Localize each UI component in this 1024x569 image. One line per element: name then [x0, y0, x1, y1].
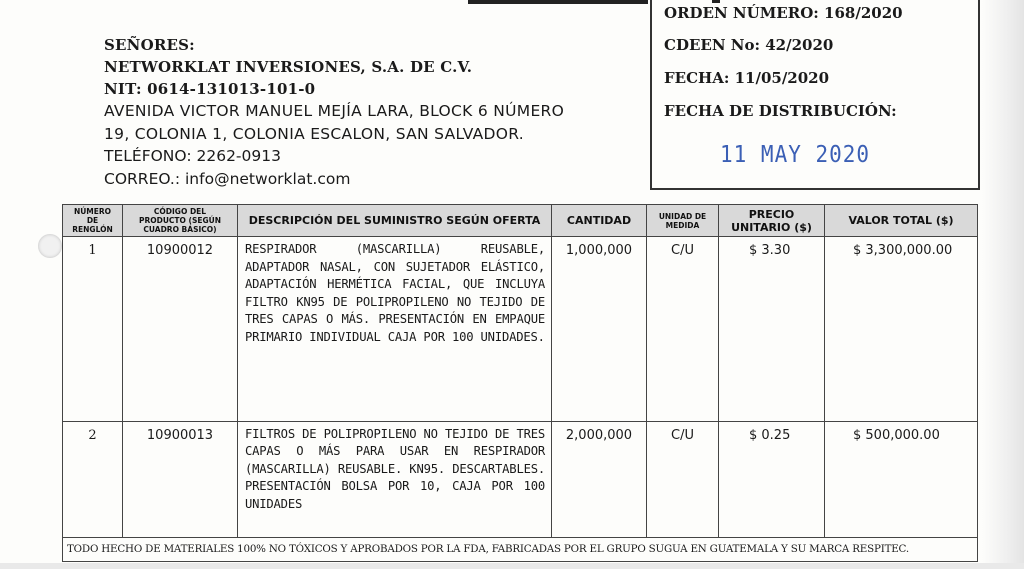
header-cantidad: CANTIDAD: [552, 205, 647, 237]
scan-artifact-top: [468, 0, 648, 4]
row-total: $ 3,300,000.00: [825, 237, 978, 422]
distribution-date-label: FECHA DE DISTRIBUCIÓN:: [664, 102, 897, 120]
header-renglon-l2: DE: [86, 216, 99, 225]
row-descripcion: FILTROS DE POLIPROPILENO NO TEJIDO DE TRES CAPAS O MÁS PARA USAR EN RESPIRADOR (MASCARILLA) REUSABLE. KN95. DESCARTABLES. PRESENTACIÓN BOLSA POR 10, CAJA POR 100 UNIDADES: [238, 421, 552, 537]
header-codigo-l1: CÓDIGO DEL: [153, 207, 207, 216]
header-renglon: [63, 205, 123, 237]
address-line-2: 19, COLONIA 1, COLONIA ESCALON, SAN SALVADOR.: [104, 124, 524, 143]
row-precio: $ 3.30: [719, 237, 825, 422]
table-row: [63, 237, 978, 422]
table-header-row: [63, 205, 978, 237]
row-codigo: 10900013: [123, 421, 238, 537]
header-codigo: [123, 205, 238, 237]
page-bottom-edge: [0, 563, 1024, 569]
table-row: [63, 421, 978, 537]
header-codigo-l2: PRODUCTO (SEGÚN: [138, 216, 222, 225]
row-renglon: 2: [63, 421, 123, 537]
header-precio: [719, 205, 825, 237]
date-stamp: 11 MAY 2020: [720, 140, 871, 168]
table-footer-row: [63, 537, 978, 561]
header-codigo-l3: CUADRO BÁSICO): [143, 225, 217, 234]
header-total: VALOR TOTAL ($): [825, 205, 978, 237]
order-info-box: [650, 0, 980, 190]
row-cantidad: 1,000,000: [552, 237, 647, 422]
header-renglon-l1: NÚMERO: [73, 207, 112, 216]
header-unidad: [647, 205, 719, 237]
row-total: $ 500,000.00: [825, 421, 978, 537]
header-precio-l1: PRECIO: [748, 207, 795, 221]
row-renglon: 1: [63, 237, 123, 422]
nit: NIT: 0614-131013-101-0: [104, 80, 316, 98]
row-codigo: 10900012: [123, 237, 238, 422]
email: CORREO.: info@networklat.com: [104, 169, 351, 188]
header-unidad-l2: MEDIDA: [665, 220, 700, 230]
salutation: SEÑORES:: [104, 36, 195, 54]
punch-hole: [38, 234, 62, 258]
page-edge-shadow: [982, 0, 1024, 569]
row-unidad: C/U: [647, 421, 719, 537]
header-renglon-l3: RENGLÓN: [72, 225, 113, 234]
header-unidad-l1: UNIDAD DE: [658, 211, 707, 221]
order-number: ORDEN NÚMERO: 168/2020: [664, 4, 903, 22]
header-descripcion: DESCRIPCIÓN DEL SUMINISTRO SEGÚN OFERTA: [238, 205, 552, 237]
row-unidad: C/U: [647, 237, 719, 422]
row-descripcion: RESPIRADOR (MASCARILLA) REUSABLE, ADAPTADOR NASAL, CON SUJETADOR ELÁSTICO, ADAPTACIÓN HERMÉTICA FACIAL, QUE INCLUYA FILTRO KN95 DE POLIPROPILENO NO TEJIDO DE TRES CAPAS O MÁS. PRESENTACIÓN EN EMPAQUE PRIMARIO INDIVIDUAL CAJA POR 100 UNIDADES.: [238, 237, 552, 422]
header-precio-l2: UNITARIO ($): [731, 220, 812, 234]
items-table: [62, 204, 978, 562]
materials-note: TODO HECHO DE MATERIALES 100% NO TÓXICOS Y APROBADOS POR LA FDA, FABRICADAS POR EL GRUPO SUGUA EN GUATEMALA Y SU MARCA RESPITEC.: [63, 537, 978, 561]
addressee-block: [104, 34, 644, 190]
row-precio: $ 0.25: [719, 421, 825, 537]
address-line-1: AVENIDA VICTOR MANUEL MEJÍA LARA, BLOCK 6 NÚMERO: [104, 102, 565, 120]
row-cantidad: 2,000,000: [552, 421, 647, 537]
phone: TELÉFONO: 2262-0913: [104, 147, 281, 165]
cdeen-number: CDEEN No: 42/2020: [664, 36, 834, 54]
order-date: FECHA: 11/05/2020: [664, 69, 830, 87]
company-name: NETWORKLAT INVERSIONES, S.A. DE C.V.: [104, 58, 473, 76]
